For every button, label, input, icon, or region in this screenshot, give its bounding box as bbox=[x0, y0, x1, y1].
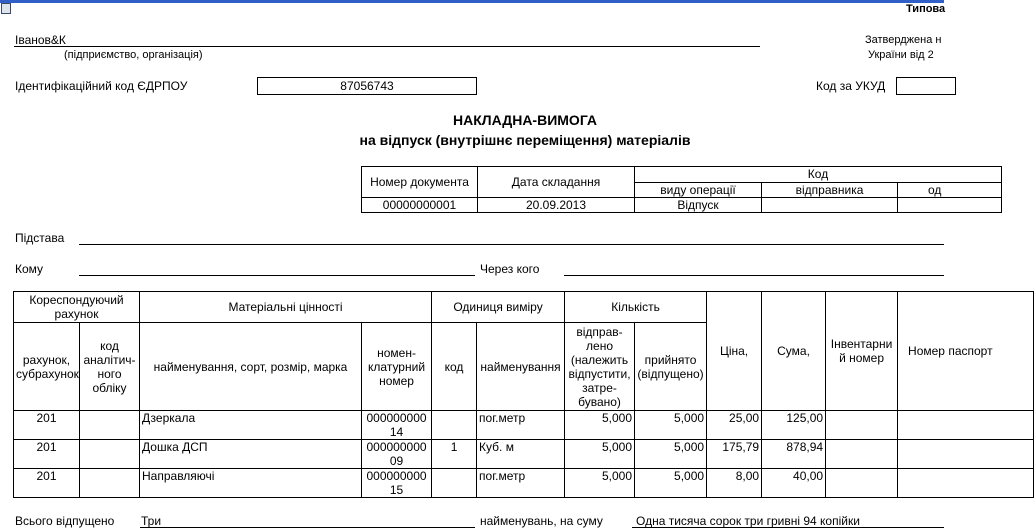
doc-op-value: Відпуск bbox=[635, 198, 762, 213]
subaccount-header: рахунок, субрахунок bbox=[14, 323, 80, 411]
org-name: Іванов&К bbox=[15, 33, 66, 47]
cell-inv bbox=[826, 469, 898, 498]
doc-sender-value bbox=[762, 198, 898, 213]
org-name-line bbox=[14, 46, 760, 47]
price-header: Ціна, bbox=[707, 292, 762, 411]
doc-receiver-value bbox=[898, 198, 1002, 213]
to-label: Кому bbox=[15, 262, 44, 276]
cell-name: Дзеркала bbox=[140, 411, 362, 440]
cell-accepted: 5,000 bbox=[635, 440, 707, 469]
basis-line bbox=[79, 244, 944, 245]
sum-header: Сума, bbox=[762, 292, 826, 411]
total-sum-words: Одна тисяча сорок три гривні 94 копійки bbox=[636, 514, 860, 528]
basis-label: Підстава bbox=[15, 231, 65, 245]
total-label: Всього відпущено bbox=[15, 514, 115, 528]
cell-nomen: 00000000015 bbox=[362, 469, 432, 498]
sent-header: відправ-лено (належить відпустити, затре-бувано) bbox=[565, 323, 635, 411]
cell-sent: 5,000 bbox=[565, 411, 635, 440]
cell-code bbox=[432, 411, 477, 440]
doc-sender-header: відправника bbox=[762, 182, 898, 198]
cell-inv bbox=[826, 411, 898, 440]
edrpou-label: Ідентифікаційний код ЄДРПОУ bbox=[15, 79, 188, 93]
via-line bbox=[564, 275, 944, 276]
cell-passport bbox=[898, 469, 1034, 498]
document-info-table bbox=[361, 166, 1002, 213]
unit-name-header: найменування bbox=[477, 323, 565, 411]
edrpou-value: 87056743 bbox=[257, 77, 477, 95]
cell-code: 1 bbox=[432, 440, 477, 469]
cell-passport bbox=[898, 411, 1034, 440]
cell-account: 201 bbox=[14, 411, 80, 440]
unit-header: Одиниця виміру bbox=[432, 292, 565, 323]
cell-account: 201 bbox=[14, 469, 80, 498]
cell-sum: 40,00 bbox=[762, 469, 826, 498]
doc-date-header: Дата складання bbox=[478, 167, 635, 198]
cell-sum: 125,00 bbox=[762, 411, 826, 440]
doc-receiver-header: од bbox=[898, 182, 1002, 198]
qty-header: Кількість bbox=[565, 292, 707, 323]
materials-table bbox=[13, 291, 1034, 498]
cell-nomen: 00000000014 bbox=[362, 411, 432, 440]
name-header: найменування, сорт, розмір, марка bbox=[140, 323, 362, 411]
cell-analytic bbox=[80, 411, 140, 440]
values-header: Матеріальні цінності bbox=[140, 292, 432, 323]
analytic-header: код аналітич-ного обліку bbox=[80, 323, 140, 411]
code-header: код bbox=[432, 323, 477, 411]
window-corner-icon[interactable] bbox=[1, 3, 11, 14]
org-caption: (підприємство, організація) bbox=[64, 49, 203, 61]
accepted-header: прийнято (відпущено) bbox=[635, 323, 707, 411]
ukud-label: Код за УКУД bbox=[816, 79, 886, 93]
cell-unit: Куб. м bbox=[477, 440, 565, 469]
inventory-header: Інвентарни й номер bbox=[826, 292, 898, 411]
total-count-line bbox=[140, 527, 475, 528]
cell-accepted: 5,000 bbox=[635, 469, 707, 498]
cell-name: Дошка ДСП bbox=[140, 440, 362, 469]
total-count: Три bbox=[141, 514, 162, 528]
table-row bbox=[14, 440, 1034, 469]
passport-header: Номер паспорт bbox=[898, 292, 1034, 411]
account-header: Кореспондуючий рахунок bbox=[14, 292, 140, 323]
window-top-border bbox=[0, 0, 944, 3]
cell-price: 8,00 bbox=[707, 469, 762, 498]
doc-code-header: Код bbox=[635, 167, 1002, 183]
cell-passport bbox=[898, 440, 1034, 469]
cell-accepted: 5,000 bbox=[635, 411, 707, 440]
doc-number-value: 00000000001 bbox=[362, 198, 478, 213]
nomen-header: номен-клатурний номер bbox=[362, 323, 432, 411]
cell-analytic bbox=[80, 440, 140, 469]
approved-line-2: України від 2 bbox=[868, 49, 934, 61]
form-type-label: Типова bbox=[906, 3, 946, 15]
cell-unit: пог.метр bbox=[477, 411, 565, 440]
doc-op-header: виду операції bbox=[635, 182, 762, 198]
items-label: найменувань, на суму bbox=[480, 514, 603, 528]
cell-price: 175,79 bbox=[707, 440, 762, 469]
via-label: Через кого bbox=[480, 262, 540, 276]
cell-code bbox=[432, 469, 477, 498]
doc-number-header: Номер документа bbox=[362, 167, 478, 198]
to-line bbox=[79, 275, 475, 276]
cell-name: Направляючі bbox=[140, 469, 362, 498]
cell-price: 25,00 bbox=[707, 411, 762, 440]
doc-date-value: 20.09.2013 bbox=[478, 198, 635, 213]
cell-inv bbox=[826, 440, 898, 469]
document-title: НАКЛАДНА-ВИМОГА bbox=[453, 112, 597, 128]
total-sum-line bbox=[632, 527, 944, 528]
cell-account: 201 bbox=[14, 440, 80, 469]
cell-sum: 878,94 bbox=[762, 440, 826, 469]
cell-sent: 5,000 bbox=[565, 440, 635, 469]
table-row bbox=[14, 411, 1034, 440]
cell-unit: пог.метр bbox=[477, 469, 565, 498]
table-row bbox=[14, 469, 1034, 498]
cell-analytic bbox=[80, 469, 140, 498]
approved-line-1: Затверджена н bbox=[865, 34, 942, 46]
ukud-value-box bbox=[896, 77, 956, 95]
cell-nomen: 00000000009 bbox=[362, 440, 432, 469]
document-subtitle: на відпуск (внутрішнє переміщення) матеріалів bbox=[359, 132, 691, 148]
cell-sent: 5,000 bbox=[565, 469, 635, 498]
